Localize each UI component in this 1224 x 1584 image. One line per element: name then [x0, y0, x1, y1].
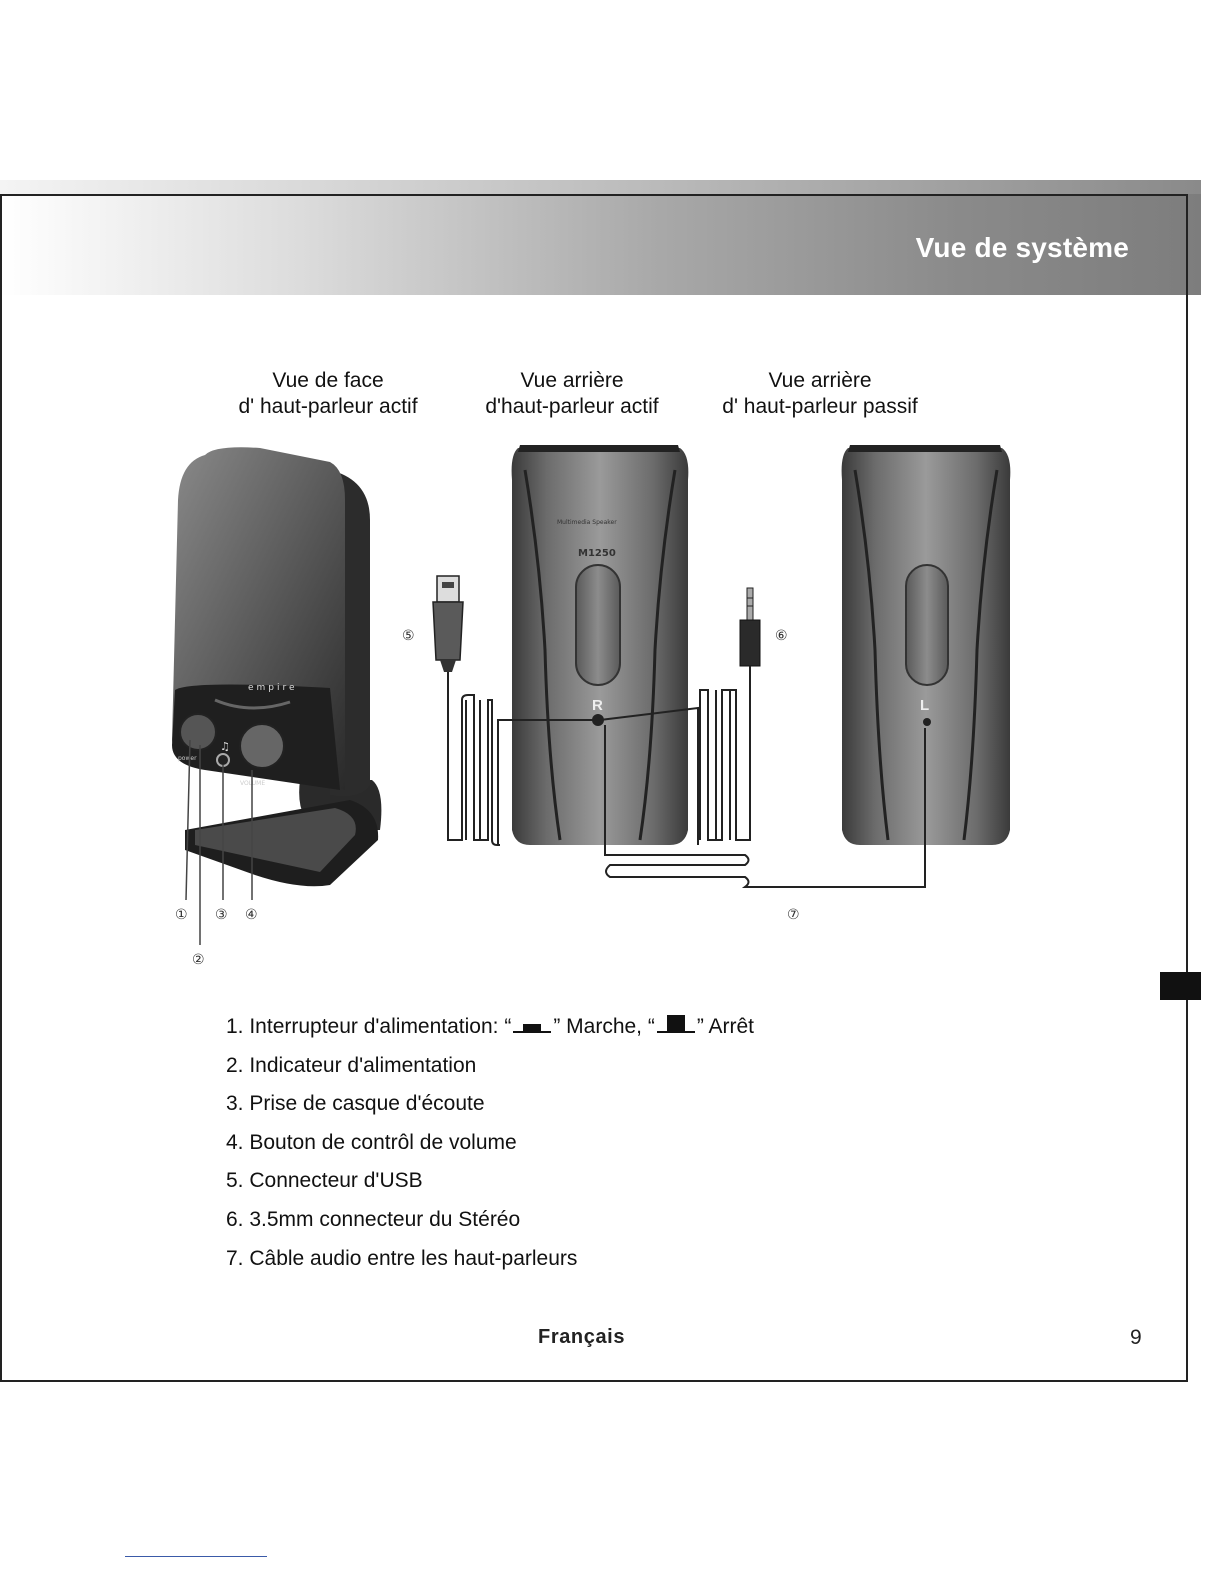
callout-3: ③ [215, 907, 228, 923]
legend-item-2: 2. Indicateur d'alimentation [226, 1053, 477, 1077]
legend-item-6: 6. 3.5mm connecteur du Stéréo [226, 1207, 521, 1231]
page-number: 9 [1130, 1326, 1142, 1349]
legend-item-4: 4. Bouton de contrôl de volume [226, 1130, 517, 1154]
right-channel-label: R [592, 697, 603, 714]
usb-connector [433, 576, 463, 672]
left-input-jack [923, 718, 931, 726]
volume-knob [240, 724, 284, 768]
left-channel-label: L [920, 697, 930, 714]
volume-label: VOLUME [240, 780, 266, 787]
caption-front-active: Vue de face d' haut-parleur actif [238, 369, 418, 418]
brand-mark: empire [248, 683, 298, 693]
stereo-jack-connector [740, 588, 760, 666]
caption-rear-passive: Vue arrière d' haut-parleur passif [722, 369, 918, 418]
model-label: M1250 [578, 548, 616, 559]
bottom-rule [125, 1556, 267, 1557]
legend-item-3: 3. Prise de casque d'écoute [226, 1092, 485, 1116]
callout-7: ⑦ [787, 907, 800, 923]
callout-2: ② [192, 952, 205, 968]
caption-rear-active: Vue arrière d'haut-parleur actif [485, 369, 659, 418]
port-slot-passive [906, 565, 948, 685]
callout-5: ⑤ [402, 628, 415, 644]
legend-item-7: 7. Câble audio entre les haut-parleurs [226, 1246, 578, 1270]
front-active-speaker [172, 447, 381, 886]
switch-on-icon [513, 1015, 551, 1033]
legend-list [226, 1012, 754, 1282]
legend-item-1: 1. Interrupteur d'alimentation: “ ” Marche, “ ” Arrêt [226, 1015, 755, 1038]
product-label: Multimedia Speaker [557, 519, 617, 526]
rear-active-speaker [512, 445, 689, 845]
callout-4: ④ [245, 907, 258, 923]
power-switch-knob [180, 714, 216, 750]
footer-language: Français [538, 1326, 626, 1348]
headphone-icon: ♫ [220, 740, 230, 753]
callout-1: ① [175, 907, 188, 923]
switch-off-icon [657, 1015, 695, 1033]
legend-item-5: 5. Connecteur d'USB [226, 1169, 423, 1193]
callout-6: ⑥ [775, 628, 788, 644]
speaker-system-illustration [150, 430, 1050, 990]
headphone-jack [217, 754, 229, 766]
section-tab-marker [1160, 972, 1201, 1000]
page-title: Vue de système [915, 232, 1129, 263]
power-label: power [178, 755, 197, 762]
port-slot-active [576, 565, 620, 685]
